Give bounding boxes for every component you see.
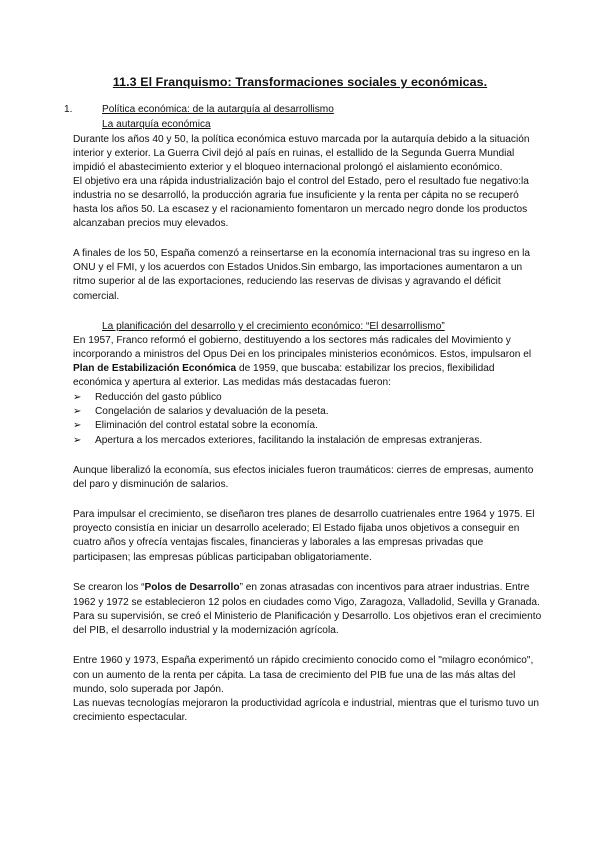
text-line: A finales de los 50, España comenzó a reinsertarse en la economía internacional tras su ingreso en la bbox=[73, 248, 531, 259]
text-line: industria no se desarrolló, la producción agraria fue insuficiente y la renta per cápita no se recuperó bbox=[73, 190, 519, 201]
list-item: Reducción del gasto público bbox=[95, 392, 222, 403]
subheading-desarrollismo: La planificación del desarrollo y el crecimiento económico: “El desarrollismo” bbox=[102, 321, 445, 332]
text-line: alcanzaban precios muy elevados. bbox=[73, 218, 229, 229]
document-title: 11.3 El Franquismo: Transformaciones sociales y económicas. bbox=[112, 75, 488, 89]
text-line: del PIB, el desarrollo industrial y la modernización agrícola. bbox=[73, 625, 339, 636]
text-line: hasta los años 50. La escasez y el racionamiento fomentaron un mercado negro donde los productos bbox=[73, 204, 528, 215]
text-line: Para impulsar el crecimiento, se diseñaron tres planes de desarrollo cuatrienales entre 1964 y 1975. El bbox=[73, 509, 535, 520]
text-fragment: ” en zonas atrasadas con incentivos para atraer industrias. Entre bbox=[239, 582, 530, 593]
text-line: incorporando a ministros del Opus Dei en los principales ministerios económicos. Estos, impulsaron el bbox=[73, 349, 532, 360]
text-fragment: de 1959, que buscaba: estabilizar los precios, flexibilidad bbox=[236, 363, 495, 374]
text-line bbox=[73, 581, 529, 595]
text-line: 1962 y 1972 se establecieron 12 polos en ciudades como Vigo, Zaragoza, Valladolid, Sevilla y Granada. bbox=[73, 597, 540, 608]
text-line: comercial. bbox=[73, 291, 120, 302]
text-line: crecimiento espectacular. bbox=[73, 712, 188, 723]
bullet-arrow-icon: ➢ bbox=[73, 406, 82, 417]
list-item: Apertura a los mercados exteriores, facilitando la instalación de empresas extranjeras. bbox=[95, 435, 483, 446]
text-line: Las nuevas tecnologías mejoraron la productividad agrícola e industrial, mientras que el turismo tuvo un bbox=[73, 698, 540, 709]
text-line: participasen; las empresas públicas participaban obligatoriamente. bbox=[73, 552, 372, 563]
text-line: Aunque liberalizó la economía, sus efectos iniciales fueron traumáticos: cierres de empresas, aumento bbox=[73, 465, 534, 476]
list-item: Eliminación del control estatal sobre la economía. bbox=[95, 420, 318, 431]
text-line: mundo, solo superada por Japón. bbox=[73, 684, 224, 695]
list-item: Congelación de salarios y devaluación de la peseta. bbox=[95, 406, 329, 417]
text-line: con un aumento de la renta per cápita. La tasa de crecimiento del PIB fue una de las más altas del bbox=[73, 670, 516, 681]
bullet-arrow-icon: ➢ bbox=[73, 420, 82, 431]
text-line: económica y apertura al exterior. Las medidas más destacadas fueron: bbox=[73, 377, 391, 388]
text-line: Durante los años 40 y 50, la política económica estuvo marcada por la autarquía debido a la situación bbox=[73, 134, 530, 145]
text-line: del paro y disminución de salarios. bbox=[73, 479, 229, 490]
text-line: Entre 1960 y 1973, España experimentó un rápido crecimiento conocido como el "milagro económico", bbox=[73, 655, 534, 666]
section-heading: Política económica: de la autarquía al desarrollismo bbox=[102, 104, 334, 115]
text-line: impidió el abastecimiento exterior y el bloqueo internacional prolongó el aislamiento económico. bbox=[73, 162, 503, 173]
bullet-arrow-icon: ➢ bbox=[73, 435, 82, 446]
text-line: cuatro años y ofrecía ventajas fiscales, financieras y laborales a las empresas privadas que bbox=[73, 537, 484, 548]
bold-polos: Polos de Desarrollo bbox=[144, 582, 240, 593]
text-line: proyecto consistía en iniciar un desarrollo acelerado; El Estado fijaba unos objetivos a conseguir en bbox=[73, 523, 520, 534]
text-line: Para su supervisión, se creó el Ministerio de Planificación y Desarrollo. Los objetivos eran el crecimiento bbox=[73, 611, 542, 622]
bullet-arrow-icon: ➢ bbox=[73, 392, 82, 403]
section-number: 1. bbox=[64, 104, 73, 115]
bold-plan-name: Plan de Estabilización Económica bbox=[73, 363, 237, 374]
subheading-autarquia: La autarquía económica bbox=[102, 119, 211, 130]
text-line: El objetivo era una rápida industrialización bajo el control del Estado, pero el resultado fue negativo:la bbox=[73, 176, 529, 187]
text-line: ONU y el FMI, y los acuerdos con Estados Unidos.Sin embargo, las importaciones aumentaron a un bbox=[73, 262, 523, 273]
text-line bbox=[73, 362, 495, 376]
text-line: En 1957, Franco reformó el gobierno, destituyendo a los sectores más radicales del Movimiento y bbox=[73, 335, 511, 346]
text-line: interior y exterior. La Guerra Civil dejó al país en ruinas, el estallido de la Segunda Guerra Mundial bbox=[73, 148, 515, 159]
text-fragment: Se crearon los “ bbox=[73, 582, 145, 593]
text-line: ritmo superior al de las exportaciones, reduciendo las reservas de divisas y agravando el déficit bbox=[73, 276, 501, 287]
